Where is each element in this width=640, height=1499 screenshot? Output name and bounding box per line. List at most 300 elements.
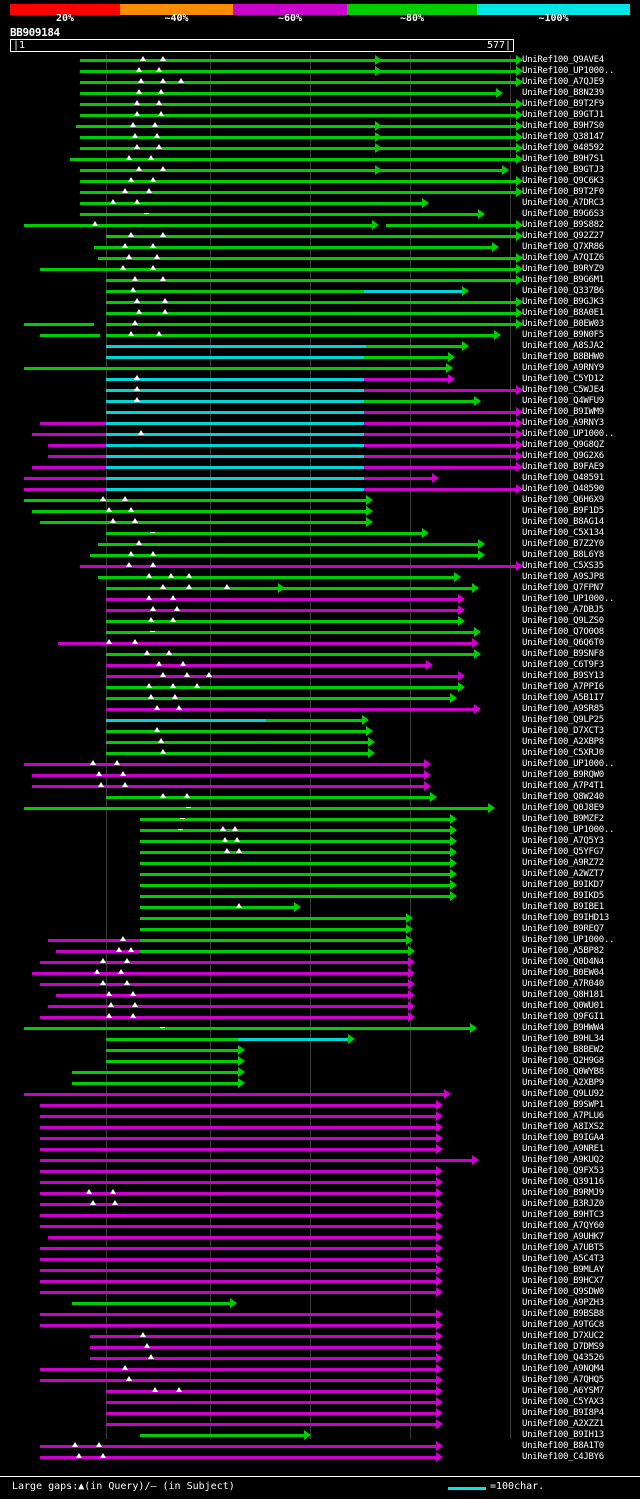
alignment-row[interactable] [10, 264, 514, 275]
subject-label[interactable]: UniRef100_UP1000.. [522, 429, 615, 439]
subject-label[interactable]: UniRef100_A7PPI6 [522, 682, 604, 692]
subject-label[interactable]: UniRef100_B9SWP1 [522, 1100, 604, 1110]
alignment-direction-arrow-icon [474, 649, 481, 659]
subject-label[interactable]: UniRef100_B9H7S0 [522, 121, 604, 131]
subject-label[interactable]: UniRef100_B9FAE9 [522, 462, 604, 472]
subject-label[interactable]: UniRef100_B9IKD7 [522, 880, 604, 890]
alignment-row[interactable] [10, 374, 514, 385]
subject-label[interactable]: UniRef100_Q38147 [522, 132, 604, 142]
subject-label[interactable]: UniRef100_A9KUQ2 [522, 1155, 604, 1165]
alignment-row[interactable] [10, 825, 514, 836]
alignment-row[interactable] [10, 1408, 514, 1419]
alignment-row[interactable] [10, 1430, 514, 1441]
alignment-row[interactable] [10, 242, 514, 253]
subject-label[interactable]: UniRef100_Q9C6K3 [522, 176, 604, 186]
alignment-row[interactable] [10, 1221, 514, 1232]
alignment-segment [40, 1280, 436, 1283]
subject-label[interactable]: UniRef100_Q4WFU9 [522, 396, 604, 406]
subject-label[interactable]: UniRef100_B9RYZ9 [522, 264, 604, 274]
alignment-row[interactable] [10, 572, 514, 583]
alignment-row[interactable] [10, 1386, 514, 1397]
subject-label[interactable]: UniRef100_Q0J8E9 [522, 803, 604, 813]
subject-label[interactable]: UniRef100_B3RJZ0 [522, 1199, 604, 1209]
query-gap-triangle-icon [166, 650, 172, 655]
subject-label[interactable]: UniRef100_C5XRJ0 [522, 748, 604, 758]
alignment-row[interactable] [10, 781, 514, 792]
alignment-row[interactable] [10, 979, 514, 990]
alignment-row[interactable] [10, 143, 514, 154]
alignment-row[interactable] [10, 231, 514, 242]
alignment-row[interactable] [10, 1155, 514, 1166]
alignment-row[interactable] [10, 682, 514, 693]
alignment-row[interactable] [10, 275, 514, 286]
alignment-row[interactable] [10, 715, 514, 726]
subject-label[interactable]: UniRef100_A9SR85 [522, 704, 604, 714]
subject-label[interactable]: UniRef100_B0EW04 [522, 968, 604, 978]
alignment-row[interactable] [10, 209, 514, 220]
alignment-direction-arrow-icon [458, 682, 465, 692]
alignment-row[interactable] [10, 1188, 514, 1199]
subject-label[interactable]: UniRef100_B9T2F9 [522, 99, 604, 109]
alignment-row[interactable] [10, 88, 514, 99]
query-gap-triangle-icon [150, 606, 156, 611]
subject-label[interactable]: UniRef100_A9RNY3 [522, 418, 604, 428]
alignment-row[interactable] [10, 154, 514, 165]
alignment-row[interactable] [10, 1342, 514, 1353]
subject-label[interactable]: UniRef100_C5XS35 [522, 561, 604, 571]
alignment-row[interactable] [10, 66, 514, 77]
subject-label[interactable]: UniRef100_B9IBE1 [522, 902, 604, 912]
alignment-row[interactable] [10, 1177, 514, 1188]
alignment-row[interactable] [10, 440, 514, 451]
subject-label[interactable]: UniRef100_A9RNY9 [522, 363, 604, 373]
subject-label[interactable]: UniRef100_B8A0E1 [522, 308, 604, 318]
alignment-row[interactable] [10, 1023, 514, 1034]
query-gap-triangle-icon [128, 177, 134, 182]
subject-label[interactable]: UniRef100_Q9SDW0 [522, 1287, 604, 1297]
alignment-row[interactable] [10, 627, 514, 638]
subject-label[interactable]: UniRef100_A7QIZ6 [522, 253, 604, 263]
alignment-row[interactable] [10, 330, 514, 341]
alignment-row[interactable] [10, 187, 514, 198]
alignment-direction-arrow-icon [450, 825, 457, 835]
alignment-row[interactable] [10, 297, 514, 308]
alignment-direction-arrow-icon [450, 858, 457, 868]
subject-label[interactable]: UniRef100_Q7O0O8 [522, 627, 604, 637]
subject-label[interactable]: UniRef100_UP1000.. [522, 935, 615, 945]
alignment-row[interactable] [10, 198, 514, 209]
alignment-row[interactable] [10, 1243, 514, 1254]
subject-label[interactable]: UniRef100_Q8W240 [522, 792, 604, 802]
subject-label[interactable]: UniRef100_Q7XR86 [522, 242, 604, 252]
alignment-row[interactable] [10, 341, 514, 352]
subject-label[interactable]: UniRef100_A9PZH3 [522, 1298, 604, 1308]
alignment-row[interactable] [10, 891, 514, 902]
alignment-row[interactable] [10, 506, 514, 517]
alignment-row[interactable] [10, 847, 514, 858]
subject-label[interactable]: UniRef100_C6T9F3 [522, 660, 604, 670]
alignment-segment [106, 334, 494, 337]
query-gap-triangle-icon [172, 694, 178, 699]
alignment-row[interactable] [10, 396, 514, 407]
alignment-row[interactable] [10, 561, 514, 572]
subject-label[interactable]: UniRef100_A9TGC8 [522, 1320, 604, 1330]
subject-label[interactable]: UniRef100_B8L6Y8 [522, 550, 604, 560]
query-gap-triangle-icon [140, 1332, 146, 1337]
subject-label[interactable]: UniRef100_B9RQW0 [522, 770, 604, 780]
alignment-row[interactable] [10, 792, 514, 803]
subject-label[interactable]: UniRef100_UP1000.. [522, 594, 615, 604]
alignment-row[interactable] [10, 1287, 514, 1298]
alignment-row[interactable] [10, 132, 514, 143]
alignment-row[interactable] [10, 814, 514, 825]
subject-label[interactable]: UniRef100_A7P4T1 [522, 781, 604, 791]
alignment-row[interactable] [10, 473, 514, 484]
alignment-row[interactable] [10, 165, 514, 176]
alignment-row[interactable] [10, 77, 514, 88]
subject-label[interactable]: UniRef100_A6YSM7 [522, 1386, 604, 1396]
alignment-segment [90, 1346, 436, 1349]
subject-label[interactable]: UniRef100_B9GJK3 [522, 297, 604, 307]
subject-label[interactable]: UniRef100_A7DRC3 [522, 198, 604, 208]
alignment-row[interactable] [10, 319, 514, 330]
alignment-row[interactable] [10, 462, 514, 473]
query-gap-triangle-icon [106, 507, 112, 512]
alignment-row[interactable] [10, 418, 514, 429]
subject-label[interactable]: UniRef100_A9UHK7 [522, 1232, 604, 1242]
subject-label[interactable]: UniRef100_B9SNF8 [522, 649, 604, 659]
alignment-segment [140, 917, 406, 920]
alignment-row[interactable] [10, 671, 514, 682]
subject-label[interactable]: UniRef100_A7Q5Y3 [522, 836, 604, 846]
alignment-row[interactable] [10, 1012, 514, 1023]
subject-label[interactable]: UniRef100_UP1000.. [522, 825, 615, 835]
alignment-row[interactable] [10, 1045, 514, 1056]
alignment-row[interactable] [10, 99, 514, 110]
subject-label[interactable]: UniRef100_B9HWW4 [522, 1023, 604, 1033]
subject-label[interactable]: UniRef100_Q7FPN7 [522, 583, 604, 593]
alignment-row[interactable] [10, 803, 514, 814]
subject-gap-dash-icon [134, 400, 139, 401]
subject-label[interactable]: UniRef100_Q5YFG7 [522, 847, 604, 857]
alignment-row[interactable] [10, 1210, 514, 1221]
alignment-row[interactable] [10, 176, 514, 187]
subject-label[interactable]: UniRef100_Q92Z27 [522, 231, 604, 241]
alignment-row[interactable] [10, 946, 514, 957]
subject-label[interactable]: UniRef100_Q6Q6T0 [522, 638, 604, 648]
alignment-row[interactable] [10, 407, 514, 418]
alignment-row[interactable] [10, 693, 514, 704]
alignment-row[interactable] [10, 451, 514, 462]
alignment-row[interactable] [10, 605, 514, 616]
alignment-row[interactable] [10, 1452, 514, 1463]
alignment-row[interactable] [10, 660, 514, 671]
subject-label[interactable]: UniRef100_A7UBT5 [522, 1243, 604, 1253]
subject-label[interactable]: UniRef100_Q39116 [522, 1177, 604, 1187]
alignment-row[interactable] [10, 1419, 514, 1430]
alignment-row[interactable] [10, 1320, 514, 1331]
subject-label[interactable]: UniRef100_C5YAX3 [522, 1397, 604, 1407]
subject-label[interactable]: UniRef100_B9MLAY [522, 1265, 604, 1275]
subject-label[interactable]: UniRef100_B9RMJ9 [522, 1188, 604, 1198]
subject-label[interactable]: UniRef100_B8A1T0 [522, 1441, 604, 1451]
alignment-row[interactable] [10, 913, 514, 924]
subject-label[interactable]: UniRef100_Q9G2X6 [522, 451, 604, 461]
subject-label[interactable]: UniRef100_B9IH13 [522, 1430, 604, 1440]
subject-label[interactable]: UniRef100_A7QJE9 [522, 77, 604, 87]
subject-label[interactable]: UniRef100_B9HCX7 [522, 1276, 604, 1286]
subject-label[interactable]: UniRef100_A7QHQ5 [522, 1375, 604, 1385]
subject-gap-dash-icon [134, 389, 139, 390]
query-end-label: 577| [487, 40, 512, 51]
alignment-row[interactable] [10, 1331, 514, 1342]
alignment-row[interactable] [10, 1232, 514, 1243]
alignment-row[interactable] [10, 1166, 514, 1177]
alignment-direction-arrow-icon [458, 594, 465, 604]
alignment-row[interactable] [10, 1375, 514, 1386]
subject-label[interactable]: UniRef100_C5WJE4 [522, 385, 604, 395]
query-gap-triangle-icon [100, 1453, 106, 1458]
alignment-row[interactable] [10, 616, 514, 627]
subject-label[interactable]: UniRef100_B9BSB8 [522, 1309, 604, 1319]
alignment-row[interactable] [10, 308, 514, 319]
alignment-segment [386, 224, 516, 227]
subject-label[interactable]: UniRef100_A7PLU6 [522, 1111, 604, 1121]
alignment-row[interactable] [10, 1199, 514, 1210]
subject-label[interactable]: UniRef100_A9NQM4 [522, 1364, 604, 1374]
subject-label[interactable]: UniRef100_B9F1D5 [522, 506, 604, 516]
alignment-row[interactable] [10, 957, 514, 968]
subject-label[interactable]: UniRef100_B8BHW0 [522, 352, 604, 362]
alignment-row[interactable] [10, 1111, 514, 1122]
alignment-direction-arrow-icon [472, 1155, 479, 1165]
subject-label[interactable]: UniRef100_Q43526 [522, 1353, 604, 1363]
subject-label[interactable]: UniRef100_Q9FGI1 [522, 1012, 604, 1022]
subject-label[interactable]: UniRef100_A9SJP8 [522, 572, 604, 582]
subject-label[interactable]: UniRef100_Q0WYB8 [522, 1067, 604, 1077]
subject-label[interactable]: UniRef100_Q0D4N4 [522, 957, 604, 967]
subject-label[interactable]: UniRef100_UP1000.. [522, 66, 615, 76]
alignment-row[interactable] [10, 121, 514, 132]
subject-label[interactable]: UniRef100_B9MZF2 [522, 814, 604, 824]
subject-label[interactable]: UniRef100_B9REQ7 [522, 924, 604, 934]
alignment-row[interactable] [10, 1254, 514, 1265]
alignment-row[interactable] [10, 1100, 514, 1111]
alignment-row[interactable] [10, 836, 514, 847]
subject-label[interactable]: UniRef100_Q8H181 [522, 990, 604, 1000]
subject-label[interactable]: UniRef100_A2XBP8 [522, 737, 604, 747]
subject-label[interactable]: UniRef100_Q9FX53 [522, 1166, 604, 1176]
alignment-row[interactable] [10, 539, 514, 550]
alignment-row[interactable] [10, 935, 514, 946]
legend-label-0: 20% [56, 13, 75, 24]
subject-label[interactable]: UniRef100_A2XZZ1 [522, 1419, 604, 1429]
subject-label[interactable]: UniRef100_B0EW03 [522, 319, 604, 329]
alignment-row[interactable] [10, 495, 514, 506]
alignment-row[interactable] [10, 902, 514, 913]
subject-label[interactable]: UniRef100_B8BEW2 [522, 1045, 604, 1055]
subject-label[interactable]: UniRef100_Q9G8QZ [522, 440, 604, 450]
alignment-segment [364, 290, 462, 293]
subject-label[interactable]: UniRef100_A5C4T3 [522, 1254, 604, 1264]
alignment-row[interactable] [10, 286, 514, 297]
subject-label[interactable]: UniRef100_A8IXS2 [522, 1122, 604, 1132]
subject-label[interactable]: UniRef100_B9HL34 [522, 1034, 604, 1044]
alignment-row[interactable] [10, 1078, 514, 1089]
subject-label[interactable]: UniRef100_O48590 [522, 484, 604, 494]
alignment-row[interactable] [10, 726, 514, 737]
subject-label[interactable]: UniRef100_B9IKD5 [522, 891, 604, 901]
alignment-row[interactable] [10, 1122, 514, 1133]
subject-label[interactable]: UniRef100_Q2H9G8 [522, 1056, 604, 1066]
alignment-row[interactable] [10, 1265, 514, 1276]
subject-label[interactable]: UniRef100_A5B1I7 [522, 693, 604, 703]
alignment-row[interactable] [10, 638, 514, 649]
alignment-row[interactable] [10, 550, 514, 561]
alignment-direction-arrow-icon [436, 1144, 443, 1154]
subject-label[interactable]: UniRef100_O48591 [522, 473, 604, 483]
alignment-segment [80, 565, 516, 568]
alignment-segment [106, 389, 364, 392]
subject-label[interactable]: UniRef100_B9S882 [522, 220, 604, 230]
alignment-row[interactable] [10, 1133, 514, 1144]
subject-label[interactable]: UniRef100_A5BP82 [522, 946, 604, 956]
subject-label[interactable]: UniRef100_A2XBP9 [522, 1078, 604, 1088]
alignment-row[interactable] [10, 737, 514, 748]
alignment-segment [80, 180, 516, 183]
subject-label[interactable]: UniRef100_B8AG14 [522, 517, 604, 527]
subject-label[interactable]: UniRef100_Q337B6 [522, 286, 604, 296]
alignment-row[interactable] [10, 220, 514, 231]
alignment-inner-arrow-icon [278, 583, 285, 593]
query-gap-triangle-icon [132, 320, 138, 325]
alignment-row[interactable] [10, 1067, 514, 1078]
query-gap-triangle-icon [184, 672, 190, 677]
alignment-row[interactable] [10, 968, 514, 979]
alignment-row[interactable] [10, 990, 514, 1001]
query-gap-triangle-icon [222, 837, 228, 842]
alignment-direction-arrow-icon [494, 330, 501, 340]
subject-label[interactable]: UniRef100_B9T2F0 [522, 187, 604, 197]
subject-label[interactable]: UniRef100_Q0WU01 [522, 1001, 604, 1011]
query-gap-triangle-icon [150, 243, 156, 248]
subject-label[interactable]: UniRef100_B9H7S1 [522, 154, 604, 164]
alignment-segment [40, 1258, 436, 1261]
alignment-row[interactable] [10, 1309, 514, 1320]
alignment-row[interactable] [10, 110, 514, 121]
alignment-row[interactable] [10, 1441, 514, 1452]
subject-label[interactable]: UniRef100_D7XUC2 [522, 1331, 604, 1341]
query-gap-triangle-icon [158, 111, 164, 116]
alignment-row[interactable] [10, 770, 514, 781]
alignment-row[interactable] [10, 517, 514, 528]
subject-label[interactable]: UniRef100_C5X134 [522, 528, 604, 538]
alignment-row[interactable] [10, 858, 514, 869]
subject-label[interactable]: UniRef100_A9NRE1 [522, 1144, 604, 1154]
alignment-row[interactable] [10, 1089, 514, 1100]
alignment-row[interactable] [10, 1276, 514, 1287]
alignment-segment [106, 598, 458, 601]
subject-label[interactable]: UniRef100_Q9AVE4 [522, 55, 604, 65]
subject-label[interactable]: UniRef100_B8N239 [522, 88, 604, 98]
alignment-segment [106, 1412, 436, 1415]
query-gap-triangle-icon [160, 232, 166, 237]
subject-label[interactable]: UniRef100_D7XCT3 [522, 726, 604, 736]
alignment-row[interactable] [10, 880, 514, 891]
alignment-row[interactable] [10, 352, 514, 363]
subject-label[interactable]: UniRef100_D7DMS9 [522, 1342, 604, 1352]
alignment-row[interactable] [10, 1298, 514, 1309]
subject-label[interactable]: UniRef100_C5YD12 [522, 374, 604, 384]
alignment-direction-arrow-icon [450, 847, 457, 857]
subject-label[interactable]: UniRef100_B9IHD13 [522, 913, 610, 923]
alignment-direction-arrow-icon [304, 1430, 311, 1440]
subject-label[interactable]: UniRef100_B9I8P4 [522, 1408, 604, 1418]
alignment-row[interactable] [10, 1034, 514, 1045]
alignment-direction-arrow-icon [432, 473, 439, 483]
alignment-row[interactable] [10, 869, 514, 880]
subject-label[interactable]: UniRef100_A8SJA2 [522, 341, 604, 351]
alignment-row[interactable] [10, 363, 514, 374]
subject-label[interactable]: UniRef100_B9IWM9 [522, 407, 604, 417]
alignment-row[interactable] [10, 1001, 514, 1012]
subject-label[interactable]: UniRef100_Q6H6X9 [522, 495, 604, 505]
subject-label[interactable]: UniRef100_C4JBY6 [522, 1452, 604, 1462]
subject-label[interactable]: UniRef100_B9N0F5 [522, 330, 604, 340]
alignment-direction-arrow-icon [458, 616, 465, 626]
subject-label[interactable]: UniRef100_A2WZT7 [522, 869, 604, 879]
subject-label[interactable]: UniRef100_B9HTC3 [522, 1210, 604, 1220]
alignment-row[interactable] [10, 55, 514, 66]
alignment-row[interactable] [10, 484, 514, 495]
alignment-row[interactable] [10, 1144, 514, 1155]
alignment-row[interactable] [10, 1056, 514, 1067]
alignment-row[interactable] [10, 1364, 514, 1375]
alignment-row[interactable] [10, 385, 514, 396]
alignment-row[interactable] [10, 748, 514, 759]
alignment-inner-arrow-icon [375, 143, 382, 153]
alignment-row[interactable] [10, 759, 514, 770]
subject-label[interactable]: UniRef100_B9GTJ3 [522, 165, 604, 175]
subject-label[interactable]: UniRef100_B9G6S3 [522, 209, 604, 219]
subject-label[interactable]: UniRef100_Q9LZS0 [522, 616, 604, 626]
subject-label[interactable]: UniRef100_B9GTJ1 [522, 110, 604, 120]
subject-label[interactable]: UniRef100_B9SY13 [522, 671, 604, 681]
alignment-row[interactable] [10, 594, 514, 605]
alignment-row[interactable] [10, 429, 514, 440]
subject-label[interactable]: UniRef100_B9G6M1 [522, 275, 604, 285]
alignment-row[interactable] [10, 1397, 514, 1408]
alignment-row[interactable] [10, 1353, 514, 1364]
alignment-segment [90, 554, 478, 557]
alignment-row[interactable] [10, 649, 514, 660]
subject-label[interactable]: UniRef100_B7Z2Y0 [522, 539, 604, 549]
subject-label[interactable]: UniRef100_A7R040 [522, 979, 604, 989]
alignment-row[interactable] [10, 924, 514, 935]
subject-label[interactable]: UniRef100_048592 [522, 143, 604, 153]
subject-label[interactable]: UniRef100_Q9LP25 [522, 715, 604, 725]
alignment-row[interactable] [10, 253, 514, 264]
subject-label[interactable]: UniRef100_Q9LU92 [522, 1089, 604, 1099]
alignment-row[interactable] [10, 583, 514, 594]
alignment-row[interactable] [10, 704, 514, 715]
alignment-row[interactable] [10, 528, 514, 539]
subject-label[interactable]: UniRef100_A7QY60 [522, 1221, 604, 1231]
subject-label[interactable]: UniRef100_UP1000.. [522, 759, 615, 769]
subject-label[interactable]: UniRef100_A9RZ72 [522, 858, 604, 868]
subject-label[interactable]: UniRef100_B9IGA4 [522, 1133, 604, 1143]
subject-label[interactable]: UniRef100_A7DBJ5 [522, 605, 604, 615]
